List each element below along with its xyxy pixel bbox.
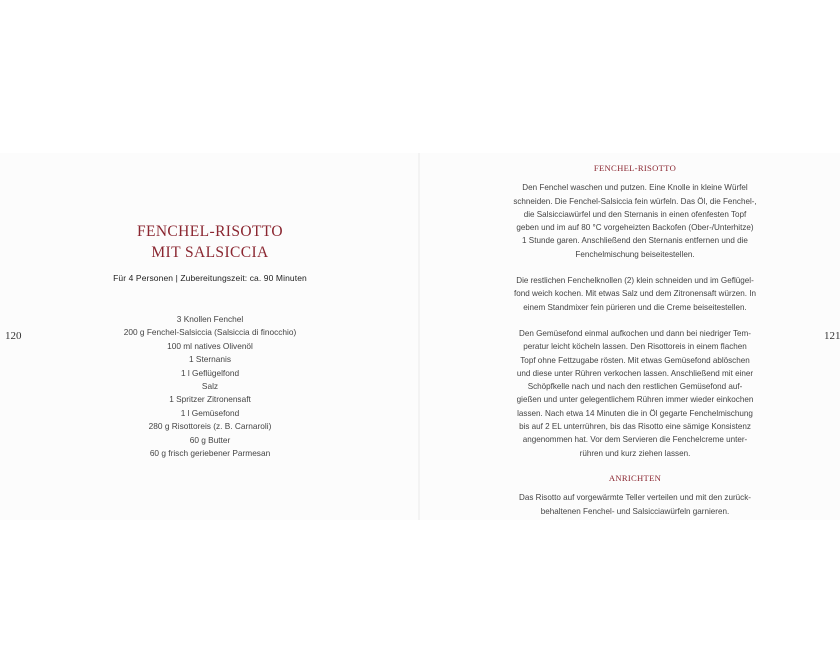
- ingredient-item: 200 g Fenchel-Salsiccia (Salsiccia di finocchio): [123, 327, 297, 338]
- recipe-title-line: FENCHEL-RISOTTO: [136, 223, 284, 240]
- text-line: peratur leicht köcheln lassen. Den Risottoreis in einem flachen: [523, 342, 747, 352]
- text-line: bis auf 2 EL unterrühren, bis das Risotto eine sämige Konsistenz: [519, 422, 751, 432]
- text-line: rühren und kurz ziehen lassen.: [579, 448, 691, 458]
- instruction-paragraph: [490, 274, 780, 314]
- instructions-column: [490, 162, 780, 531]
- text-line: einem Standmixer fein pürieren und die Creme beiseitestellen.: [523, 302, 747, 312]
- text-line: 1 Stunde garen. Anschließend den Sternanis entfernen und die: [522, 236, 748, 246]
- section-heading: FENCHEL-RISOTTO: [593, 163, 677, 173]
- text-line: Den Gemüsefond einmal aufkochen und dann bei niedriger Tem-: [518, 328, 751, 338]
- text-line: Die restlichen Fenchelknollen (2) klein schneiden und im Geflügel-: [516, 276, 754, 286]
- ingredient-item: 60 g Butter: [189, 434, 231, 445]
- text-line: behaltenen Fenchel- und Salsicciawürfeln garnieren.: [540, 506, 730, 516]
- section-heading: ANRICHTEN: [608, 472, 662, 483]
- text-line: schneiden. Die Fenchel-Salsiccia fein würfeln. Das Öl, die Fenchel-,: [513, 196, 757, 206]
- ingredient-item: 3 Knollen Fenchel: [176, 314, 244, 324]
- ingredient-list: [0, 313, 420, 460]
- ingredient-item: 1 l Geflügelfond: [180, 367, 240, 378]
- text-line: Den Fenchel waschen und putzen. Eine Knolle in kleine Würfel: [522, 183, 748, 193]
- text-line: Topf ohne Fettzugabe rösten. Mit etwas Gemüsefond ablöschen: [520, 355, 750, 365]
- recipe-title: [0, 221, 420, 263]
- page-number-left: 120: [5, 330, 22, 342]
- recipe-meta: Für 4 Personen | Zubereitungszeit: ca. 90 Minuten: [113, 273, 307, 283]
- text-line: und diese unter Rühren verkochen lassen. Anschließend mit einer: [516, 368, 754, 378]
- recipe-title-line: MIT SALSICCIA: [151, 244, 269, 261]
- instruction-paragraph: [490, 181, 780, 261]
- page-number-right: 121: [824, 330, 840, 342]
- text-line: Das Risotto auf vorgewärmte Teller verteilen und mit den zurück-: [519, 493, 751, 503]
- text-line: geben und im auf 80 °C vorgeheizten Backofen (Ober-/Unterhitze): [516, 223, 754, 233]
- ingredient-item: 100 ml natives Olivenöl: [167, 340, 253, 351]
- instruction-paragraph: [490, 491, 780, 518]
- instruction-paragraph: [490, 327, 780, 460]
- text-line: die Salsicciawürfel und den Sternanis in einen ofenfesten Topf: [523, 209, 747, 219]
- ingredient-item: Salz: [201, 381, 219, 392]
- text-line: angenommen hat. Vor dem Servieren die Fenchelcreme unter-: [522, 435, 748, 445]
- text-line: Schöpfkelle nach und nach den restlichen Gemüsefond auf-: [527, 382, 743, 392]
- ingredient-item: 1 Sternanis: [189, 354, 231, 365]
- text-line: gießen und unter gelegentlichem Rühren immer wieder einkochen: [516, 395, 754, 405]
- text-line: lassen. Nach etwa 14 Minuten die in Öl gegarte Fenchelmischung: [517, 408, 753, 418]
- ingredient-item: 280 g Risottoreis (z. B. Carnaroli): [148, 421, 272, 432]
- text-line: Fenchelmischung beiseitestellen.: [575, 249, 695, 259]
- ingredient-item: 1 Spritzer Zitronensaft: [169, 394, 251, 405]
- ingredient-item: 1 l Gemüsefond: [180, 407, 240, 418]
- text-line: fond weich kochen. Mit etwas Salz und dem Zitronensaft würzen. In: [513, 289, 757, 299]
- ingredient-item: 60 g frisch geriebener Parmesan: [149, 448, 271, 459]
